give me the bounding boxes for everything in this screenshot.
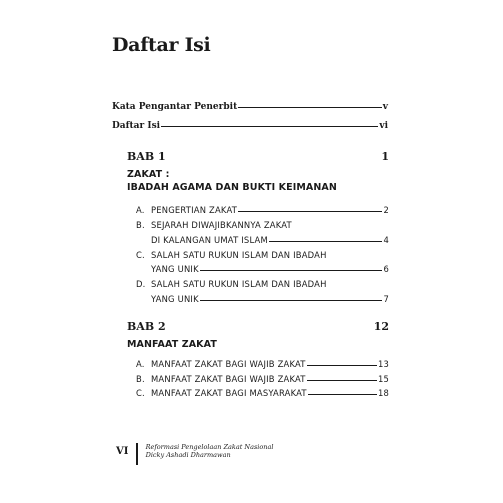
toc-entry-1b-line-1[interactable] xyxy=(136,220,292,230)
leader-line xyxy=(307,365,377,366)
entry-text: MANFAAT ZAKAT BAGI MASYARAKAT xyxy=(151,388,307,398)
toc-entry-2c[interactable] xyxy=(136,388,389,398)
toc-entry-label: Kata Pengantar Penerbit xyxy=(112,102,238,112)
entry-text: PENGERTIAN ZAKAT xyxy=(151,205,238,215)
leader-line xyxy=(269,241,383,242)
footer-book-title: Reformasi Pengelolaan Zakat Nasional xyxy=(145,443,274,451)
page-title: Daftar Isi xyxy=(112,34,211,56)
leader-line xyxy=(307,380,377,381)
toc-entry-1c-line-2[interactable] xyxy=(151,264,389,274)
toc-entry-label: Daftar Isi xyxy=(112,121,161,131)
entry-page: 15 xyxy=(377,374,389,384)
chapter-page: 12 xyxy=(373,320,389,333)
entry-page: 6 xyxy=(383,264,389,274)
dotted-leader xyxy=(161,126,378,127)
chapter-heading-bab-2[interactable] xyxy=(127,320,389,333)
toc-entry-1d-line-1[interactable] xyxy=(136,279,327,289)
entry-page: 4 xyxy=(383,235,389,245)
entry-letter: B. xyxy=(136,220,145,230)
dotted-leader xyxy=(238,107,382,108)
leader-line xyxy=(200,300,383,301)
footer-page-number: VI xyxy=(116,446,129,457)
leader-line xyxy=(200,270,383,271)
chapter-page: 1 xyxy=(381,150,389,163)
footer-divider xyxy=(136,443,137,465)
entry-letter: C. xyxy=(136,388,145,398)
entry-letter: A. xyxy=(136,205,145,215)
entry-page: 13 xyxy=(377,359,389,369)
toc-entry-kata-pengantar[interactable] xyxy=(112,102,388,112)
entry-text: YANG UNIK xyxy=(151,294,199,304)
toc-entry-1c-line-1[interactable] xyxy=(136,250,327,260)
leader-line xyxy=(238,211,382,212)
toc-entry-2a[interactable] xyxy=(136,359,389,369)
entry-page: 18 xyxy=(377,388,389,398)
toc-entry-page: vi xyxy=(379,121,388,131)
toc-entry-2b[interactable] xyxy=(136,374,389,384)
entry-text: DI KALANGAN UMAT ISLAM xyxy=(151,235,268,245)
footer-author: Dicky Ashadi Dharmawan xyxy=(145,451,231,459)
chapter-heading-bab-1[interactable] xyxy=(127,150,389,163)
entry-text: SALAH SATU RUKUN ISLAM DAN IBADAH xyxy=(151,279,327,289)
chapter-subtitle-line: MANFAAT ZAKAT xyxy=(127,339,217,350)
leader-line xyxy=(308,394,377,395)
entry-page: 2 xyxy=(383,205,389,215)
entry-letter: A. xyxy=(136,359,145,369)
toc-entry-1a[interactable] xyxy=(136,205,389,215)
toc-entry-1d-line-2[interactable] xyxy=(151,294,389,304)
entry-letter: D. xyxy=(136,279,146,289)
toc-entry-1b-line-2[interactable] xyxy=(151,235,389,245)
toc-entry-daftar-isi[interactable] xyxy=(112,121,388,131)
page-footer xyxy=(116,443,273,465)
entry-text: SALAH SATU RUKUN ISLAM DAN IBADAH xyxy=(151,250,327,260)
entry-text: MANFAAT ZAKAT BAGI WAJIB ZAKAT xyxy=(151,359,306,369)
toc-entry-page: v xyxy=(382,102,388,112)
entry-letter: C. xyxy=(136,250,145,260)
entry-text: MANFAAT ZAKAT BAGI WAJIB ZAKAT xyxy=(151,374,306,384)
footer-book-info xyxy=(146,443,274,459)
entry-text: SEJARAH DIWAJIBKANNYA ZAKAT xyxy=(151,220,292,230)
entry-page: 7 xyxy=(383,294,389,304)
chapter-label: BAB 1 xyxy=(127,150,166,163)
entry-text: YANG UNIK xyxy=(151,264,199,274)
chapter-subtitle-line: IBADAH AGAMA DAN BUKTI KEIMANAN xyxy=(127,182,337,193)
entry-letter: B. xyxy=(136,374,145,384)
chapter-label: BAB 2 xyxy=(127,320,166,333)
chapter-subtitle-line: ZAKAT : xyxy=(127,169,170,180)
